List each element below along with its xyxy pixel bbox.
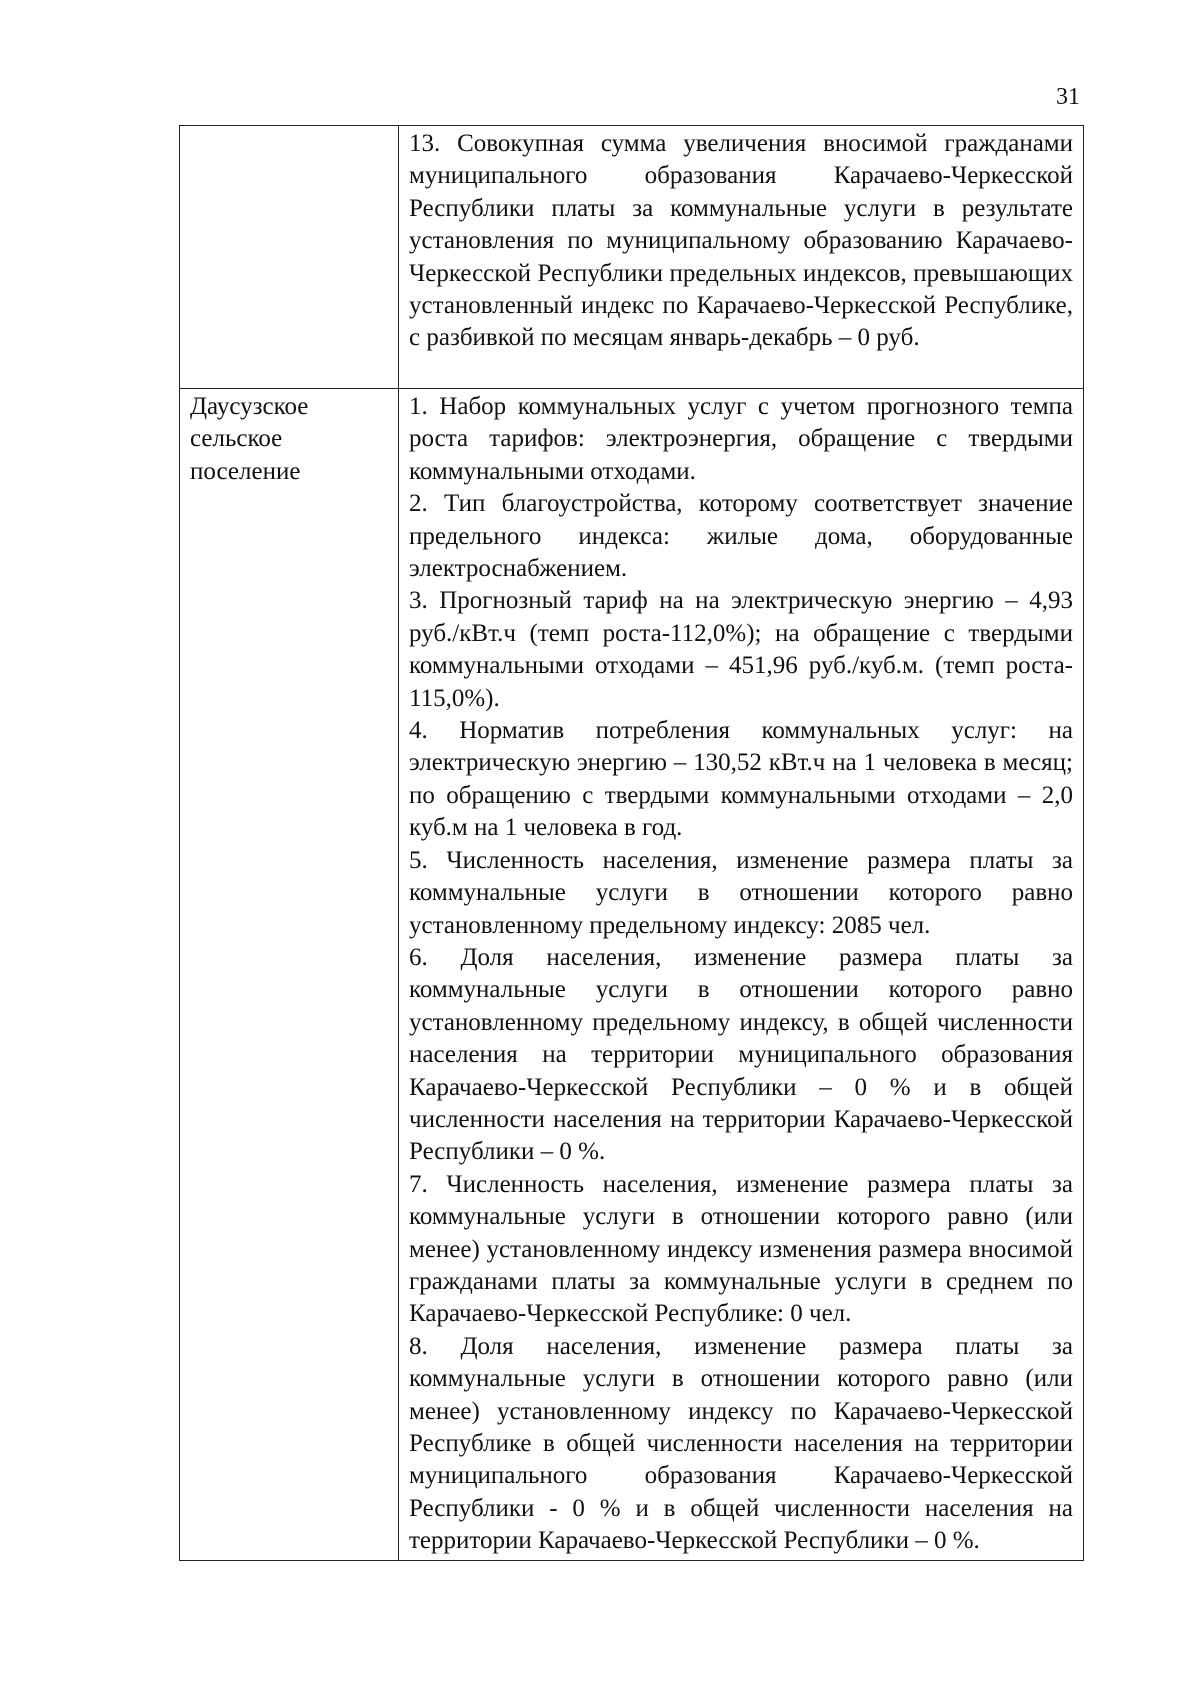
table-row bbox=[180, 126, 1084, 389]
page-number: 31 bbox=[1056, 84, 1080, 110]
paragraph: 3. Прогнозный тариф на на электрическую энергию – 4,93 руб./кВт.ч (темп роста-112,0%); на обращение с твердыми коммунальными отходами – 451,96 руб./куб.м. (темп роста- 115,0%). bbox=[409, 587, 1073, 712]
paragraph: 2. Тип благоустройства, которому соответствует значение предельного индекса: жилые дома, оборудованные электроснабжением. bbox=[409, 490, 1073, 583]
paragraph: 6. Доля населения, изменение размера платы за коммунальные услуги в отношении которого равно установленному предельному индексу, в общей численности населения на территории муниципального образования Карачаево-Черкесской Республики – 0 % и в общей численности населения на территории Карачаево-Черкесской Республики – 0 %. bbox=[409, 943, 1073, 1166]
paragraph: 8. Доля населения, изменение размера платы за коммунальные услуги в отношении которого равно (или менее) установленному индексу по Карачаево-Черкесской Республике в общей численности населения на территории муниципального образования Карачаево-Черкесской Республики - 0 % и в общей численности населения на территории Карачаево-Черкесской Республики – 0 %. bbox=[409, 1332, 1073, 1555]
paragraph: 13. Совокупная сумма увеличения вносимой гражданами муниципального образования Карачаево-Черкесской Республики платы за коммунальные услуги в результате установления по муниципальному образованию Карачаево-Черкесской Республики предельных индексов, превышающих установленный индекс по Карачаево-Черкесской Республике, с разбивкой по месяцам январь-декабрь – 0 руб. bbox=[409, 130, 1073, 352]
municipality-name: Даусузское сельское поселение bbox=[190, 393, 309, 485]
document-table bbox=[179, 125, 1084, 1561]
paragraph: 1. Набор коммунальных услуг с учетом прогнозного темпа роста тарифов: электроэнергия, обращение с твердыми коммунальными отходами. bbox=[409, 393, 1073, 485]
table-row bbox=[180, 389, 1084, 1561]
municipality-cell bbox=[180, 126, 399, 389]
municipality-cell bbox=[180, 389, 399, 1561]
paragraph: 5. Численность населения, изменение размера платы за коммунальные услуги в отношении которого равно установленному предельному индексу: 2085 чел. bbox=[409, 846, 1073, 939]
paragraph: 4. Норматив потребления коммунальных услуг: на электрическую энергию – 130,52 кВт.ч на 1 человека в месяц; по обращению с твердыми коммунальными отходами – 2,0 куб.м на 1 человека в год. bbox=[409, 717, 1073, 842]
details-cell bbox=[399, 389, 1084, 1561]
paragraph: 7. Численность населения, изменение размера платы за коммунальные услуги в отношении которого равно (или менее) установленному индексу изменения размера вносимой гражданами платы за коммунальные услуги в среднем по Карачаево-Черкесской Республике: 0 чел. bbox=[409, 1170, 1073, 1328]
details-cell bbox=[399, 126, 1084, 389]
